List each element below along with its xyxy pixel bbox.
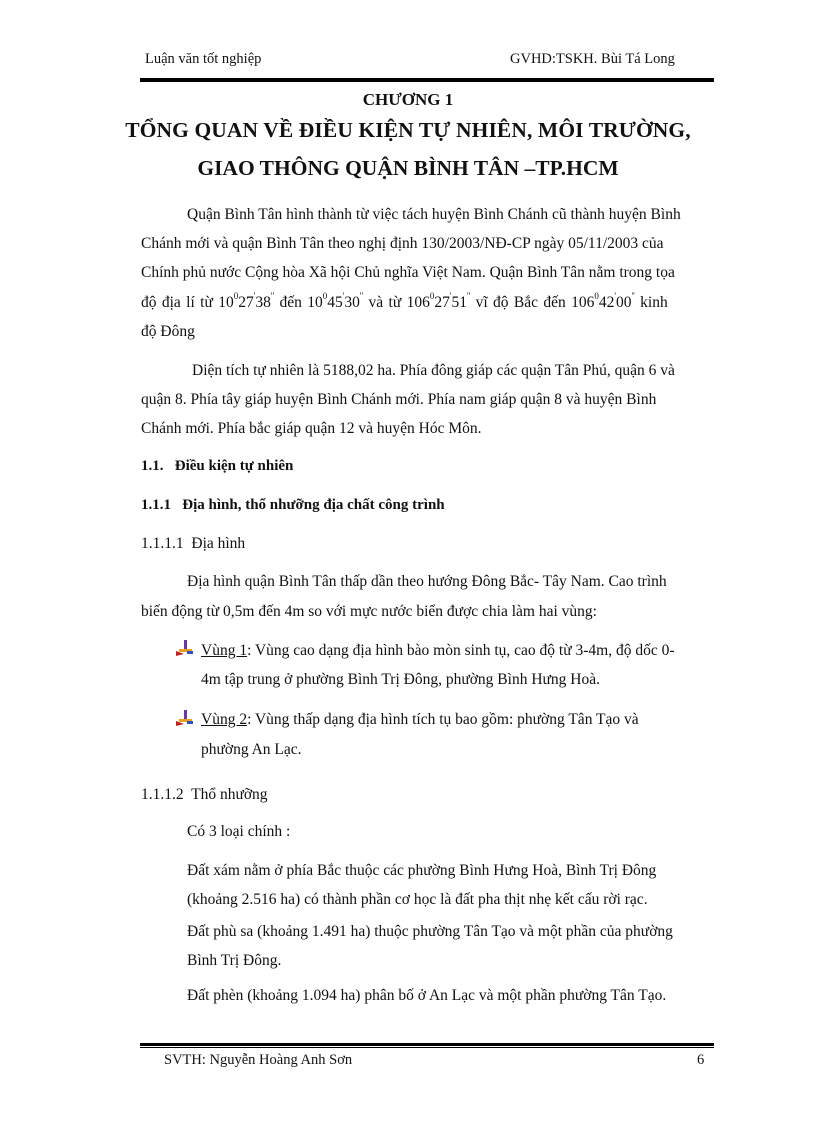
pushpin-bullet-icon: [176, 640, 194, 656]
terrain-p-line1: Địa hình quận Bình Tân thấp dần theo hướng Đông Bắc- Tây Nam. Cao trình: [187, 573, 667, 590]
bullet-zone-1-line1: Vùng 1: Vùng cao dạng địa hình bào mòn sinh tụ, cao độ từ 3-4m, độ dốc 0-: [201, 642, 675, 659]
footer-rule-thin: [140, 1047, 714, 1048]
intro-p1-line5: độ Đông: [141, 323, 195, 340]
soil-3: Đất phèn (khoảng 1.094 ha) phân bố ở An Lạc và một phần phường Tân Tạo.: [187, 987, 667, 1004]
intro-p2-line1: Diện tích tự nhiên là 5188,02 ha. Phía đông giáp các quận Tân Phú, quận 6 và: [192, 362, 675, 379]
footer-author: SVTH: Nguyễn Hoàng Anh Sơn: [164, 1052, 353, 1068]
bullet-zone-1-label: Vùng 1: [201, 642, 248, 659]
intro-p2-line2: quận 8. Phía tây giáp huyện Bình Chánh mới. Phía nam giáp quận 8 và huyện Bình: [141, 391, 657, 408]
soil-1-line1: Đất xám nằm ở phía Bắc thuộc các phường Bình Hưng Hoà, Bình Trị Đông: [187, 862, 657, 879]
chapter-number: CHƯƠNG 1: [362, 90, 454, 109]
bullet-zone-1-line2: 4m tập trung ở phường Bình Trị Đông, phường Bình Hưng Hoà.: [201, 671, 600, 688]
soil-2-line1: Đất phù sa (khoảng 1.491 ha) thuộc phường Tân Tạo và một phần của phường: [187, 923, 673, 940]
header-right: GVHD:TSKH. Bùi Tá Long: [510, 51, 675, 67]
terrain-p-line2: biến động từ 0,5m đến 4m so với mực nước biển được chia làm hai vùng:: [141, 603, 597, 620]
section-heading-1-1-1-1: 1.1.1.1 Địa hình: [141, 535, 246, 552]
section-heading-1-1-1-2: 1.1.1.2 Thổ nhưỡng: [141, 786, 268, 803]
pushpin-bullet-icon: [176, 710, 194, 726]
intro-p1-coordinates: độ địa lí từ $10^027'38''$ đến $10^045'30''$ và từ $106^027'51''$ vĩ độ Bắc đến $106^042'00''$ kinh: [141, 290, 668, 311]
intro-p1-line1: Quận Bình Tân hình thành từ việc tách huyện Bình Chánh cũ thành huyện Bình: [187, 206, 681, 223]
intro-p2-line3: Chánh mới. Phía bắc giáp quận 12 và huyện Hóc Môn.: [141, 420, 482, 437]
bullet-zone-2-label: Vùng 2: [201, 711, 248, 728]
bullet-zone-2-line2: phường An Lạc.: [201, 741, 302, 758]
section-heading-1-1-1: 1.1.1 Địa hình, thổ nhưỡng địa chất công trình: [141, 497, 445, 513]
bullet-zone-2-line1: Vùng 2: Vùng thấp dạng địa hình tích tụ bao gồm: phường Tân Tạo và: [201, 711, 639, 728]
soil-1-line2: (khoảng 2.516 ha) có thành phần cơ học là đất pha thịt nhẹ kết cấu rời rạc.: [187, 891, 648, 908]
header-left: Luận văn tốt nghiệp: [145, 51, 262, 67]
soil-intro: Có 3 loại chính :: [187, 823, 291, 840]
chapter-title-line2: GIAO THÔNG QUẬN BÌNH TÂN –TP.HCM: [197, 156, 619, 180]
footer-rule-thick: [140, 1043, 714, 1046]
header-rule: [140, 78, 714, 82]
intro-p1-line2: Chánh mới và quận Bình Tân theo nghị định 130/2003/NĐ-CP ngày 05/11/2003 của: [141, 235, 664, 252]
intro-p1-line3: Chính phủ nước Cộng hòa Xã hội Chủ nghĩa Việt Nam. Quận Bình Tân nằm trong tọa: [141, 264, 675, 281]
section-heading-1-1: 1.1. Điều kiện tự nhiên: [141, 458, 294, 474]
chapter-title-line1: TỔNG QUAN VỀ ĐIỀU KIỆN TỰ NHIÊN, MÔI TRƯỜNG,: [125, 118, 691, 142]
page-number: 6: [697, 1052, 705, 1068]
soil-2-line2: Bình Trị Đông.: [187, 952, 282, 969]
